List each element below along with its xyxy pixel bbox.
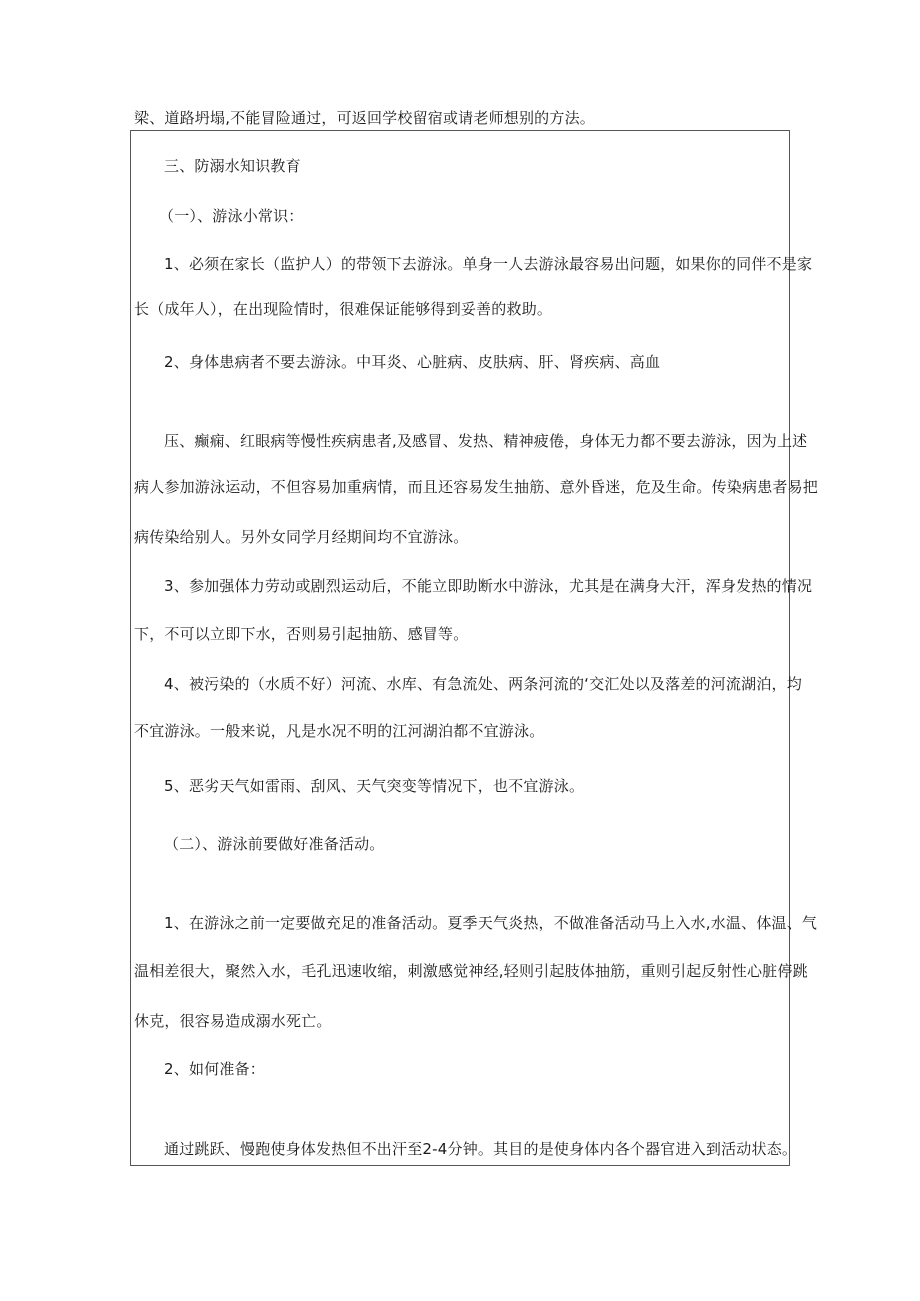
paragraph-6-line-1: 1、在游泳之前一定要做充足的准备活动。夏季天气炎热，不做准备活动马上入水,水温、体温、气 [164, 914, 818, 932]
paragraph-1-line-1: 1、必须在家长（监护人）的带领下去游泳。单身一人去游泳最容易出问题，如果你的同伴不是家 [164, 255, 813, 273]
paragraph-4-line-2: 不宜游泳。一般来说，凡是水况不明的江河湖泊都不宜游泳。 [134, 722, 545, 740]
paragraph-2-line-2: 压、癫痫、红眼病等慢性疾病患者,及感冒、发热、精神疲倦，身体无力都不要去游泳，因为上述 [164, 432, 808, 450]
content-table-frame [130, 130, 819, 1166]
paragraph-4-line-1: 4、被污染的（水质不好）河流、水库、有急流处、两条河流的‘交汇处以及落差的河流湖泊，均 [164, 675, 802, 693]
subsection-1-title: （一）、游泳小常识： [159, 207, 304, 225]
paragraph-1-line-2: 长（成年人），在出现险情时，很难保证能够得到妥善的救助。 [134, 300, 553, 318]
paragraph-2-line-1: 2、身体患病者不要去游泳。中耳炎、心脏病、皮肤病、肝、肾疾病、高血 [164, 353, 661, 371]
paragraph-2-line-3: 病人参加游泳运动，不但容易加重病情，而且还容易发生抽筋、意外昏迷，危及生命。传染病患者易把 [134, 478, 819, 496]
paragraph-7-line-1: 2、如何准备： [164, 1060, 265, 1078]
paragraph-5-line-1: 5、恶劣天气如雷雨、刮风、天气突变等情况下，也不宜游泳。 [164, 777, 585, 795]
paragraph-6-line-3: 休克，很容易造成溺水死亡。 [134, 1012, 332, 1030]
paragraph-3-line-1: 3、参加强体力劳动或剧烈运动后，不能立即助断水中游泳，尤其是在满身大汗，浑身发热的情况 [164, 577, 813, 595]
paragraph-8-line-1: 通过跳跃、慢跑使身体发热但不出汗至2-4分钟。其目的是使身体内各个器官进入到活动状态。 [164, 1140, 798, 1158]
paragraph-6-line-2: 温相差很大，聚然入水，毛孔迅速收缩，刺激感觉神经,轻则引起肢体抽筋，重则引起反射性心脏停跳 [134, 962, 808, 980]
section-title: 三、防溺水知识教育 [164, 157, 301, 175]
paragraph-3-line-2: 下，不可以立即下水，否则易引起抽筋、感冒等。 [134, 625, 469, 643]
subsection-2-title: （二）、游泳前要做好准备活动。 [164, 835, 385, 853]
carryover-line: 梁、道路坍塌,不能冒险通过，可返回学校留宿或请老师想别的方法。 [134, 109, 595, 127]
paragraph-2-line-4: 病传染给别人。另外女同学月经期间均不宜游泳。 [134, 528, 469, 546]
